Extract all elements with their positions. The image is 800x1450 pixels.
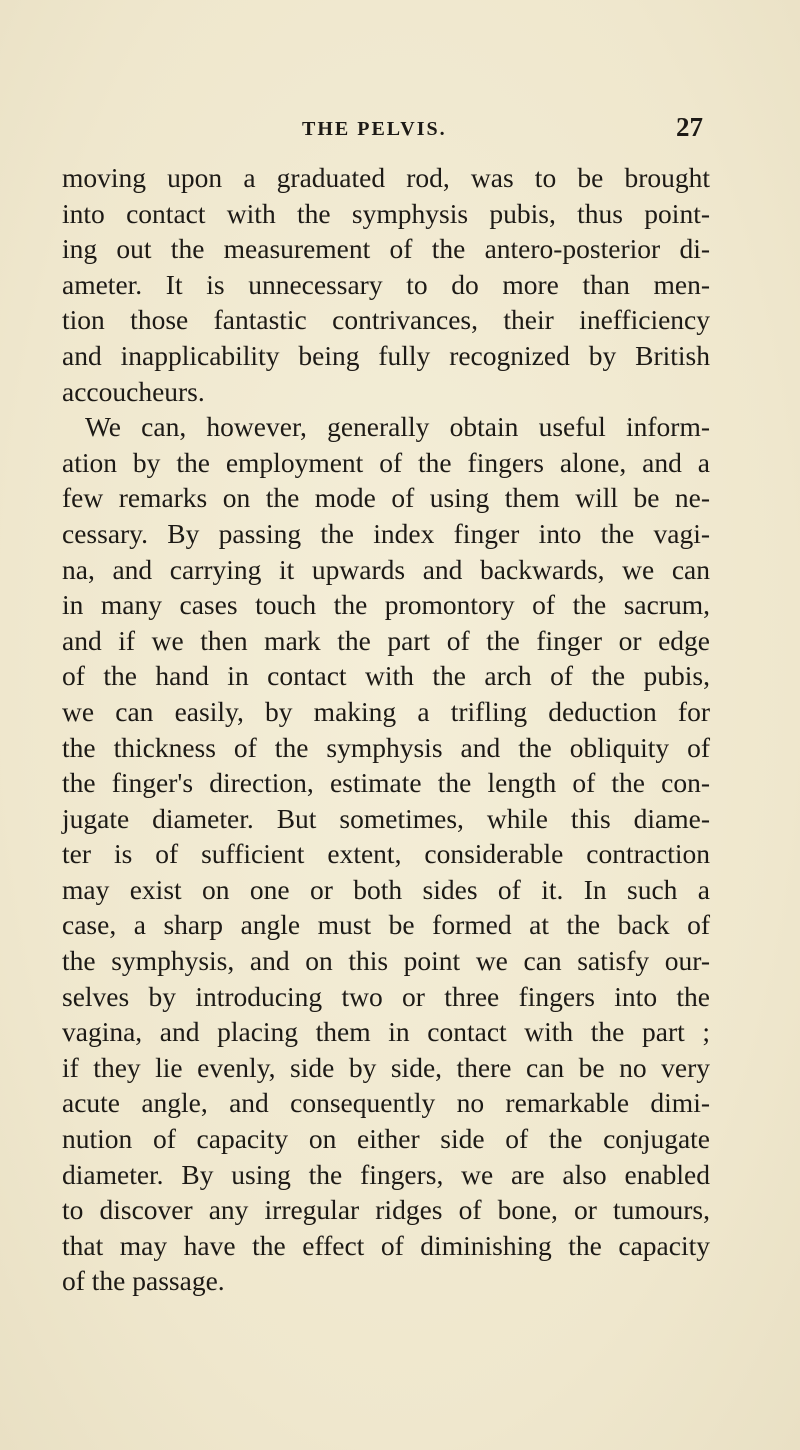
text-line: case, a sharp angle must be formed at the back of <box>62 909 710 941</box>
text-line: tion those fantastic contrivances, their inefficiency <box>62 304 710 336</box>
text-line: cessary. By passing the index finger into the vagi- <box>62 517 710 549</box>
text-line: diameter. By using the fingers, we are also enabled <box>62 1158 710 1190</box>
text-line: the finger's direction, estimate the length of the con- <box>62 767 710 799</box>
text-line: of the passage. <box>62 1265 225 1297</box>
text-line: the thickness of the symphysis and the obliquity of <box>62 731 710 763</box>
text-line: ing out the measurement of the antero-posterior di- <box>62 233 710 265</box>
text-line: we can easily, by making a trifling deduction for <box>62 695 710 727</box>
text-line: into contact with the symphysis pubis, thus point- <box>62 197 710 229</box>
text-line: jugate diameter. But sometimes, while this diame- <box>62 802 710 834</box>
text-line: nution of capacity on either side of the conjugate <box>62 1123 710 1155</box>
text-line: acute angle, and consequently no remarkable dimi- <box>62 1087 710 1119</box>
text-line: ameter. It is unnecessary to do more than men- <box>62 268 710 300</box>
text-line: vagina, and placing them in contact with the part ; <box>62 1016 710 1048</box>
text-line: moving upon a graduated rod, was to be brought <box>62 162 710 193</box>
text-line: ation by the employment of the fingers alone, and a <box>62 446 710 478</box>
text-line: if they lie evenly, side by side, there can be no very <box>62 1051 710 1083</box>
text-line: few remarks on the mode of using them will be ne- <box>62 482 710 514</box>
page-number: 27 <box>676 112 703 142</box>
text-line: that may have the effect of diminishing the capacity <box>62 1229 710 1261</box>
text-line: na, and carrying it upwards and backwards, we can <box>62 553 710 585</box>
running-head-title: THE PELVIS. <box>302 118 447 140</box>
text-line: We can, however, generally obtain useful inform- <box>85 411 710 443</box>
text-line: to discover any irregular ridges of bone, or tumours, <box>62 1194 710 1226</box>
body-text <box>62 160 710 1299</box>
text-line: ter is of sufficient extent, considerable contraction <box>62 838 710 870</box>
text-line: of the hand in contact with the arch of the pubis, <box>62 660 710 692</box>
text-line: accoucheurs. <box>62 375 205 407</box>
text-line: the symphysis, and on this point we can satisfy our- <box>62 945 710 977</box>
running-head <box>0 112 800 142</box>
text-line: and inapplicability being fully recognized by British <box>62 339 710 371</box>
text-line: in many cases touch the promontory of the sacrum, <box>62 589 710 621</box>
text-line: and if we then mark the part of the finger or edge <box>62 624 710 656</box>
text-line: may exist on one or both sides of it. In such a <box>62 873 710 905</box>
text-line: selves by introducing two or three fingers into the <box>62 980 710 1012</box>
